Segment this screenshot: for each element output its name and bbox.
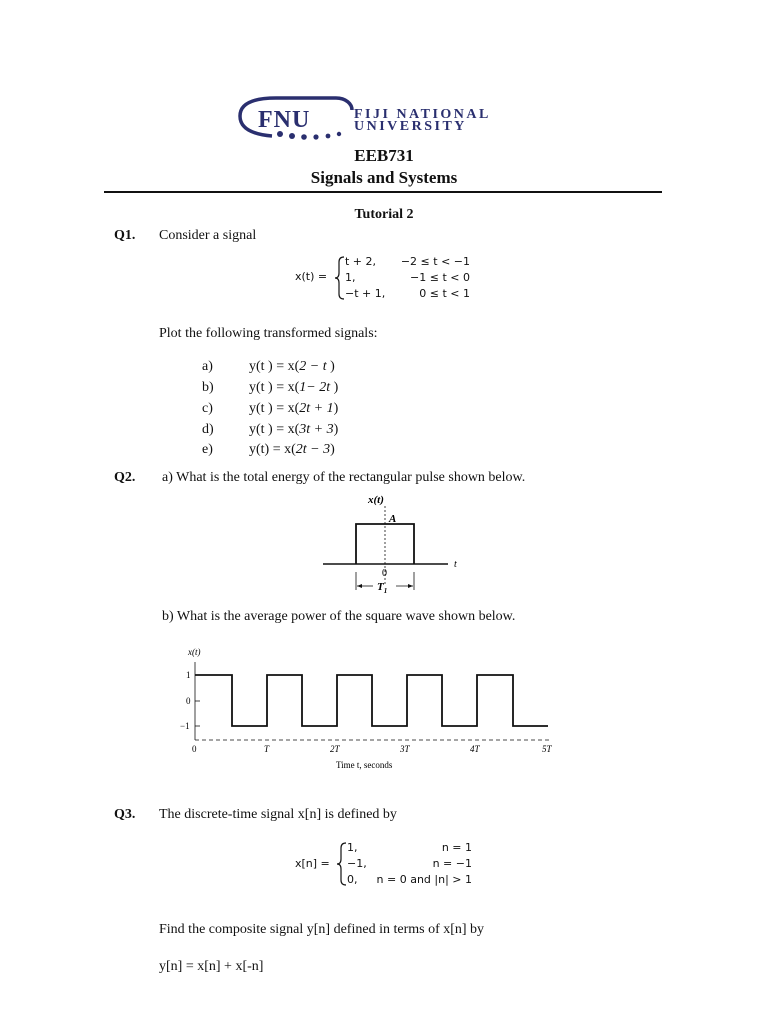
q3-label: Q3. — [114, 807, 136, 822]
wave-ylabel: x(t) — [188, 647, 201, 657]
q1-part-equation: y(t ) = x(1− 2t ) — [249, 380, 339, 395]
rectangular-pulse-figure — [318, 490, 468, 596]
q1-case-cond: 0 ≤ t < 1 — [419, 287, 470, 300]
q3-piecewise-lhs: x[n] = — [295, 857, 330, 870]
q3-case-expr: 0, — [347, 873, 358, 886]
q3-intro: The discrete-time signal x[n] is defined by — [159, 807, 397, 822]
q3-case-cond: n = −1 — [432, 857, 472, 870]
pulse-width-label: $T_1$ — [377, 581, 388, 595]
q1-case-expr: t + 2, — [345, 255, 377, 268]
course-title: Signals and Systems — [310, 168, 458, 187]
q1-intro: Consider a signal — [159, 228, 257, 243]
wave-xtick-label: 5T — [542, 744, 552, 754]
wave-xlabel: Time t, seconds — [336, 760, 393, 770]
q3-equation: y[n] = x[n] + x[-n] — [159, 959, 264, 974]
q1-part-letter: b) — [202, 380, 214, 395]
q1-part-letter: e) — [202, 442, 213, 457]
q1-case-expr: −t + 1, — [345, 287, 386, 300]
arrow-left-icon — [357, 584, 362, 588]
wave-ytick-label: 0 — [186, 696, 191, 706]
q2-part-a: a) What is the total energy of the rectangular pulse shown below. — [162, 470, 526, 485]
wave-ytick-label: 1 — [186, 670, 191, 680]
university-name-line2: UNIVERSITY — [354, 119, 467, 134]
q1-part-equation: y(t ) = x(2 − t ) — [249, 359, 335, 374]
wave-xtick-label: T — [264, 744, 270, 754]
square-wave-figure — [180, 642, 570, 774]
course-code: EEB731 — [354, 146, 414, 165]
q1-part-letter: d) — [202, 422, 214, 437]
q1-case-expr: 1, — [345, 271, 356, 284]
q3-piecewise — [292, 840, 482, 888]
q2-label: Q2. — [114, 470, 136, 485]
q2-part-b: b) What is the average power of the square wave shown below. — [162, 609, 516, 624]
wave-xtick-label: 0 — [192, 744, 197, 754]
q1-case-cond: −2 ≤ t < −1 — [400, 255, 470, 268]
q1-part-equation: y(t ) = x(3t + 3) — [249, 422, 339, 437]
q3-case-expr: 1, — [347, 841, 358, 854]
q1-part-letter: a) — [202, 359, 213, 374]
q1-piecewise — [290, 254, 490, 302]
wave-xtick-label: 4T — [470, 744, 480, 754]
tutorial-title: Tutorial 2 — [354, 207, 414, 222]
pulse-origin-label: 0 — [382, 568, 387, 579]
q1-part-equation: y(t ) = x(2t + 1) — [249, 401, 339, 416]
q3-case-cond: n = 0 and |n| > 1 — [376, 873, 472, 886]
q1-label: Q1. — [114, 228, 136, 243]
arrow-right-icon — [408, 584, 413, 588]
header-divider — [104, 191, 662, 193]
university-name-line1: FIJI NATIONAL — [354, 107, 491, 122]
q1-part-equation: y(t) = x(2t − 3) — [249, 442, 335, 457]
q1-piecewise-lhs: x(t) = — [295, 270, 328, 283]
wave-xtick-label: 3T — [400, 744, 410, 754]
wave-ytick-label: −1 — [180, 721, 190, 731]
q3-instruction: Find the composite signal y[n] defined in terms of x[n] by — [159, 922, 485, 937]
q1-instruction: Plot the following transformed signals: — [159, 326, 378, 341]
q3-case-cond: n = 1 — [441, 841, 472, 854]
q3-case-expr: −1, — [347, 857, 367, 870]
square-wave-trace — [195, 675, 548, 726]
q1-part-letter: c) — [202, 401, 213, 416]
fnu-logo-icon — [236, 94, 526, 142]
pulse-ylabel: x(t) — [368, 494, 384, 506]
pulse-amplitude-label: A — [389, 513, 397, 525]
wave-xtick-label: 2T — [330, 744, 340, 754]
logo-text: FNU — [258, 107, 311, 133]
university-logo — [236, 94, 526, 142]
q1-case-cond: −1 ≤ t < 0 — [410, 271, 470, 284]
pulse-xlabel: t — [454, 559, 457, 570]
